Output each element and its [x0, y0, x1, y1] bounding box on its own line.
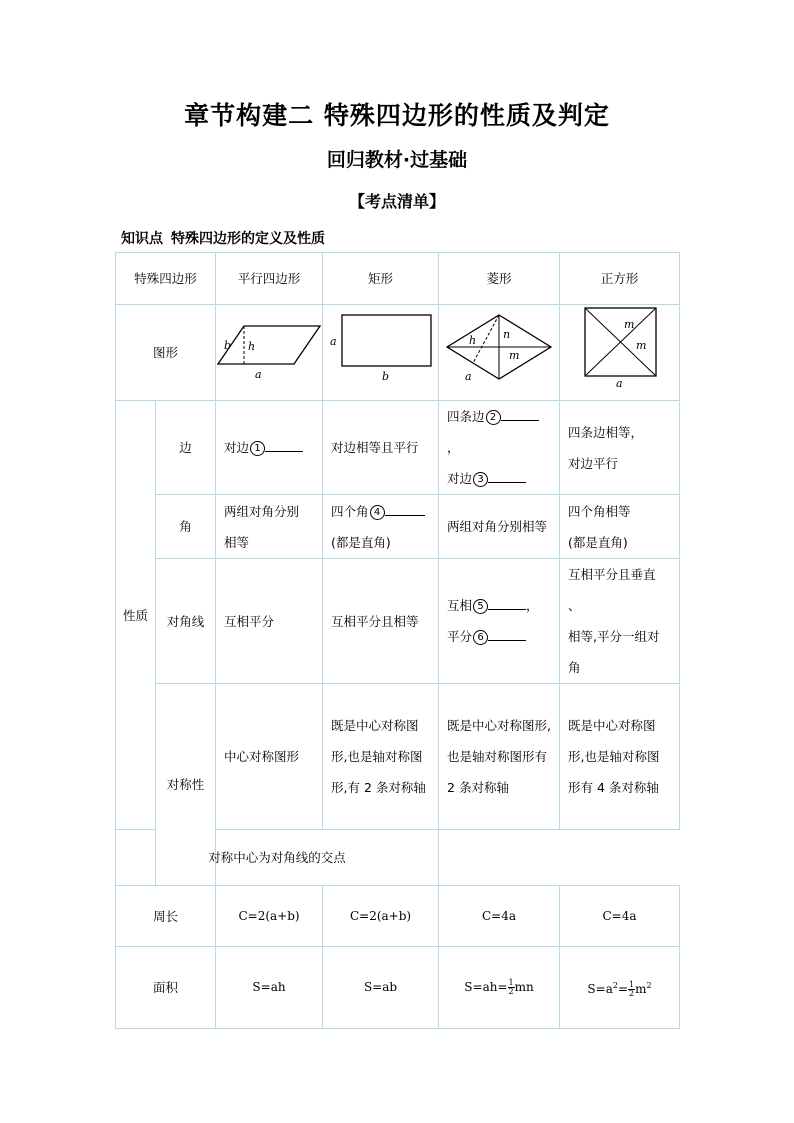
angle-row — [116, 495, 680, 559]
diagonal-rhombus-line1: 互相 — [447, 598, 473, 613]
symmetry-row-label: 对称性 — [156, 684, 216, 886]
side-rhombus-line1: 四条边 — [447, 409, 485, 424]
properties-table — [115, 252, 680, 1029]
perimeter-rhombus: C=4a — [439, 886, 560, 947]
diagonal-rhombus — [439, 559, 560, 684]
diagonal-row-label: 对角线 — [156, 559, 216, 684]
symmetry-square — [560, 684, 680, 830]
blank-number-4: 4 — [370, 505, 385, 520]
diagonal-square-line2: 相等,平分一组对 — [568, 629, 660, 644]
figure-row — [116, 305, 680, 401]
figure-row-label: 图形 — [116, 305, 216, 401]
symmetry-rectangle-line2: 形,也是轴对称图 — [331, 749, 423, 764]
header-parallelogram: 平行四边形 — [216, 253, 323, 305]
diagonal-square — [560, 559, 680, 684]
side-parallelogram-text: 对边 — [224, 440, 250, 455]
knowledge-point-heading — [121, 228, 325, 248]
square-figure-cell — [560, 305, 680, 401]
diagonal-rhombus-line1-end: ， — [526, 598, 539, 613]
header-rectangle: 矩形 — [323, 253, 439, 305]
rhombus-figure-cell — [439, 305, 560, 401]
blank-number-2: 2 — [486, 410, 501, 425]
rectangle-figure — [323, 309, 439, 385]
parallelogram-label-a: a — [255, 368, 262, 381]
rectangle-label-a: a — [330, 335, 337, 348]
side-square-line1: 四条边相等， — [568, 424, 644, 440]
area-square-exponent-2: 2 — [646, 981, 652, 990]
area-rhombus-prefix: S=ah= — [464, 980, 508, 994]
perimeter-row-label: 周长 — [116, 886, 216, 947]
knowledge-point-text: 特殊四边形的定义及性质 — [171, 231, 325, 247]
area-square — [560, 947, 680, 1029]
symmetry-square-line2: 形,也是轴对称图 — [568, 749, 660, 764]
area-rhombus-suffix: mn — [514, 980, 534, 994]
rhombus-label-m: m — [509, 349, 520, 362]
perimeter-parallelogram: C=2(a+b) — [216, 886, 323, 947]
angle-square-line2: (都是直角) — [568, 534, 628, 550]
side-rhombus-line2: 对边 — [447, 471, 473, 486]
parallelogram-figure — [216, 312, 323, 382]
fraction-denominator: 2 — [629, 989, 635, 998]
square-label-a: a — [616, 377, 623, 389]
symmetry-rectangle-line3: 形,有 2 条对称轴 — [331, 780, 426, 795]
angle-parallelogram — [216, 495, 323, 559]
symmetry-common-row — [116, 830, 680, 886]
parallelogram-label-h: h — [248, 340, 256, 353]
rhombus-label-n: n — [503, 328, 511, 341]
rhombus-label-h: h — [469, 334, 477, 347]
fraction-one-half — [508, 979, 515, 996]
table-header-row — [116, 253, 680, 305]
rectangle-label-b: b — [382, 370, 390, 383]
blank-number-5: 5 — [473, 599, 488, 614]
side-square — [560, 401, 680, 495]
perimeter-row — [116, 886, 680, 947]
answer-blank-6 — [488, 626, 526, 641]
answer-blank-4 — [385, 501, 425, 516]
property-group-label: 性质 — [116, 401, 156, 830]
fraction-numerator: 1 — [508, 978, 514, 987]
area-row — [116, 947, 680, 1029]
symmetry-rhombus-line1: 既是中心对称图形, — [447, 718, 551, 733]
knowledge-point-label: 知识点 — [121, 231, 163, 247]
area-square-mid: = — [617, 982, 629, 996]
answer-blank-3 — [488, 468, 526, 483]
square-label-m-top: m — [624, 318, 635, 331]
diagonal-square-line1: 互相平分且垂直 、 — [568, 567, 656, 613]
parallelogram-figure-cell — [216, 305, 323, 401]
side-rhombus-line1-end: ， — [447, 440, 460, 455]
square-label-m-right: m — [636, 339, 647, 352]
symmetry-rhombus-line3: 2 条对称轴 — [447, 780, 509, 795]
section-heading: 【考点清单】 — [348, 192, 445, 211]
area-square-exponent: 2 — [612, 981, 618, 990]
answer-blank-1 — [265, 437, 303, 452]
symmetry-rectangle — [323, 684, 439, 830]
symmetry-rhombus-line2: 也是轴对称图形有 — [447, 749, 548, 764]
symmetry-square-line3: 形有 4 条对称轴 — [568, 780, 659, 795]
angle-rectangle — [323, 495, 439, 559]
answer-blank-5 — [488, 595, 526, 610]
side-parallelogram — [216, 401, 323, 495]
rhombus-label-a: a — [465, 370, 472, 383]
symmetry-common: 对称中心为对角线的交点 — [116, 830, 439, 886]
blank-number-1: 1 — [250, 441, 265, 456]
area-rectangle: S=ab — [323, 947, 439, 1029]
symmetry-parallelogram: 中心对称图形 — [216, 684, 323, 830]
area-square-suffix: m — [635, 982, 647, 996]
symmetry-row — [116, 684, 680, 830]
fraction-denominator: 2 — [508, 987, 514, 996]
page-subtitle: 回归教材·过基础 — [326, 149, 468, 171]
side-rhombus — [439, 401, 560, 495]
square-figure — [560, 305, 680, 389]
header-square: 正方形 — [560, 253, 680, 305]
perimeter-rectangle: C=2(a+b) — [323, 886, 439, 947]
fraction-numerator: 1 — [629, 980, 635, 989]
diagonal-row — [116, 559, 680, 684]
angle-rectangle-line1: 四个角 — [331, 503, 369, 519]
side-rectangle: 对边相等且平行 — [323, 401, 439, 495]
symmetry-rhombus — [439, 684, 560, 830]
perimeter-square: C=4a — [560, 886, 680, 947]
angle-row-label: 角 — [156, 495, 216, 559]
diagonal-parallelogram: 互相平分 — [216, 559, 323, 684]
diagonal-rhombus-line2: 平分 — [447, 629, 473, 644]
diagonal-rectangle: 互相平分且相等 — [323, 559, 439, 684]
angle-rhombus: 两组对角分别相等 — [439, 495, 560, 559]
angle-parallelogram-line2: 相等 — [224, 534, 250, 550]
area-rhombus — [439, 947, 560, 1029]
side-row-label: 边 — [156, 401, 216, 495]
page-title: 章节构建二 特殊四边形的性质及判定 — [184, 101, 610, 130]
angle-square — [560, 495, 680, 559]
symmetry-square-line1: 既是中心对称图 — [568, 718, 656, 733]
rhombus-figure — [439, 309, 560, 385]
side-row — [116, 401, 680, 495]
angle-square-line1: 四个角相等 — [568, 503, 631, 519]
diagonal-square-line3: 角 — [568, 660, 581, 675]
rectangle-figure-cell — [323, 305, 439, 401]
blank-number-6: 6 — [473, 630, 488, 645]
area-row-label: 面积 — [116, 947, 216, 1029]
area-parallelogram: S=ah — [216, 947, 323, 1029]
answer-blank-2 — [501, 406, 539, 421]
header-quadrilateral: 特殊四边形 — [116, 253, 216, 305]
side-square-line2: 对边平行 — [568, 455, 619, 471]
area-square-prefix: S=a — [587, 982, 613, 996]
angle-parallelogram-line1: 两组对角分别 — [224, 503, 300, 519]
header-rhombus: 菱形 — [439, 253, 560, 305]
symmetry-rectangle-line1: 既是中心对称图 — [331, 718, 419, 733]
parallelogram-label-b: b — [224, 339, 232, 352]
blank-number-3: 3 — [473, 472, 488, 487]
angle-rectangle-line2: (都是直角) — [331, 534, 391, 550]
